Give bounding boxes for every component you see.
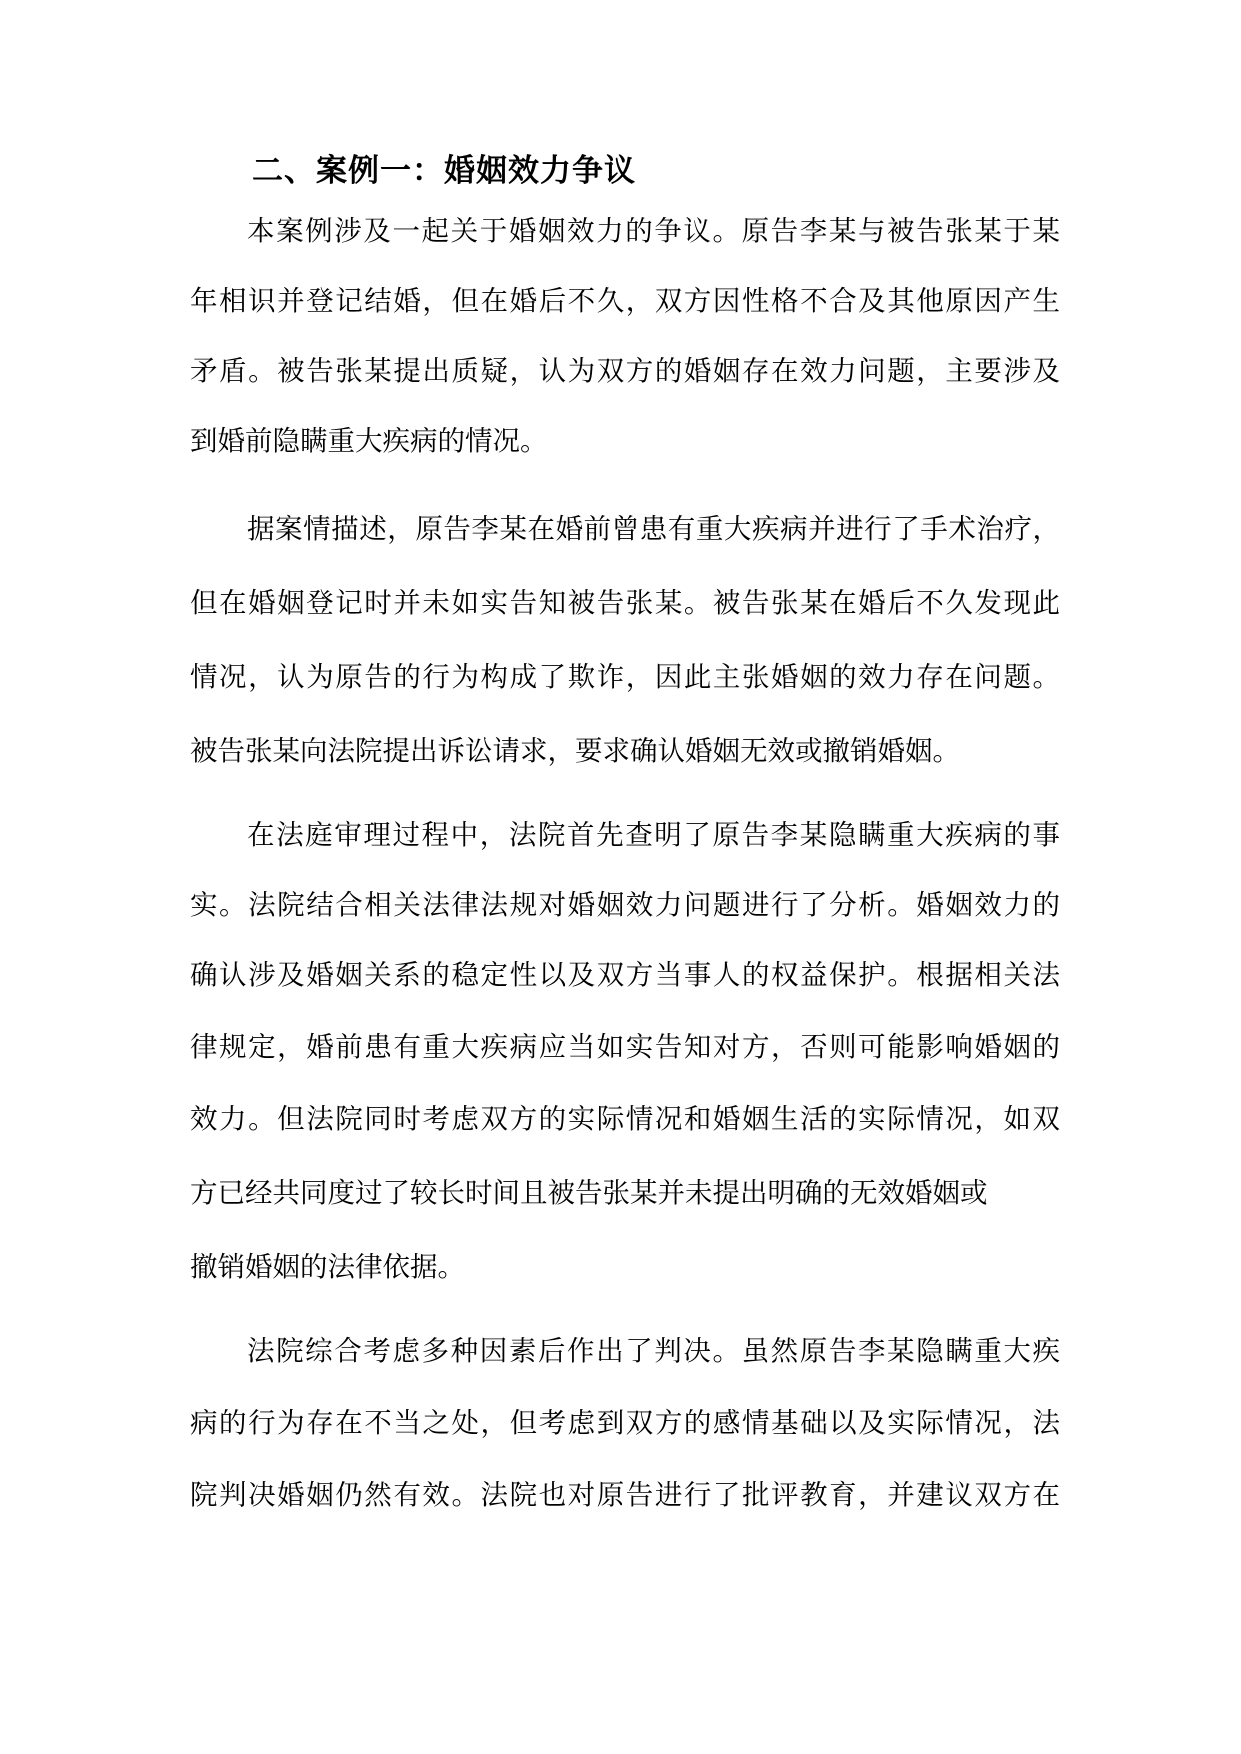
paragraph-1-line-3: 矛盾。被告张某提出质疑，认为双方的婚姻存在效力问题，主要涉及 bbox=[190, 355, 1060, 387]
paragraph-3-line-5: 效力。但法院同时考虑双方的实际情况和婚姻生活的实际情况，如双 bbox=[190, 1103, 1060, 1135]
paragraph-4-line-3: 院判决婚姻仍然有效。法院也对原告进行了批评教育，并建议双方在 bbox=[190, 1479, 1060, 1511]
paragraph-3-line-1: 在法庭审理过程中，法院首先查明了原告李某隐瞒重大疾病的事 bbox=[247, 819, 1060, 851]
paragraph-1-line-2: 年相识并登记结婚，但在婚后不久，双方因性格不合及其他原因产生 bbox=[190, 285, 1060, 317]
paragraph-2-line-3: 情况，认为原告的行为构成了欺诈，因此主张婚姻的效力存在问题。 bbox=[190, 661, 1060, 693]
paragraph-3-line-3: 确认涉及婚姻关系的稳定性以及双方当事人的权益保护。根据相关法 bbox=[190, 959, 1060, 991]
paragraph-4-line-2: 病的行为存在不当之处，但考虑到双方的感情基础以及实际情况，法 bbox=[190, 1407, 1060, 1439]
paragraph-3-line-4: 律规定，婚前患有重大疾病应当如实告知对方，否则可能影响婚姻的 bbox=[190, 1031, 1060, 1063]
paragraph-2-line-1: 据案情描述，原告李某在婚前曾患有重大疾病并进行了手术治疗， bbox=[247, 513, 1060, 545]
paragraph-1-line-1: 本案例涉及一起关于婚姻效力的争议。原告李某与被告张某于某 bbox=[247, 215, 1060, 247]
paragraph-1-line-4: 到婚前隐瞒重大疾病的情况。 bbox=[190, 425, 548, 457]
paragraph-4-line-1: 法院综合考虑多种因素后作出了判决。虽然原告李某隐瞒重大疾 bbox=[247, 1335, 1060, 1367]
section-heading: 二、案例一：婚姻效力争议 bbox=[252, 153, 636, 189]
paragraph-2-line-4: 被告张某向法院提出诉讼请求，要求确认婚姻无效或撤销婚姻。 bbox=[190, 735, 960, 767]
paragraph-2-line-2: 但在婚姻登记时并未如实告知被告张某。被告张某在婚后不久发现此 bbox=[190, 587, 1060, 619]
paragraph-3-line-7: 撤销婚姻的法律依据。 bbox=[190, 1251, 465, 1283]
paragraph-3-line-2: 实。法院结合相关法律法规对婚姻效力问题进行了分析。婚姻效力的 bbox=[190, 889, 1060, 921]
paragraph-3-line-6: 方已经共同度过了较长时间且被告张某并未提出明确的无效婚姻或 bbox=[190, 1177, 988, 1209]
